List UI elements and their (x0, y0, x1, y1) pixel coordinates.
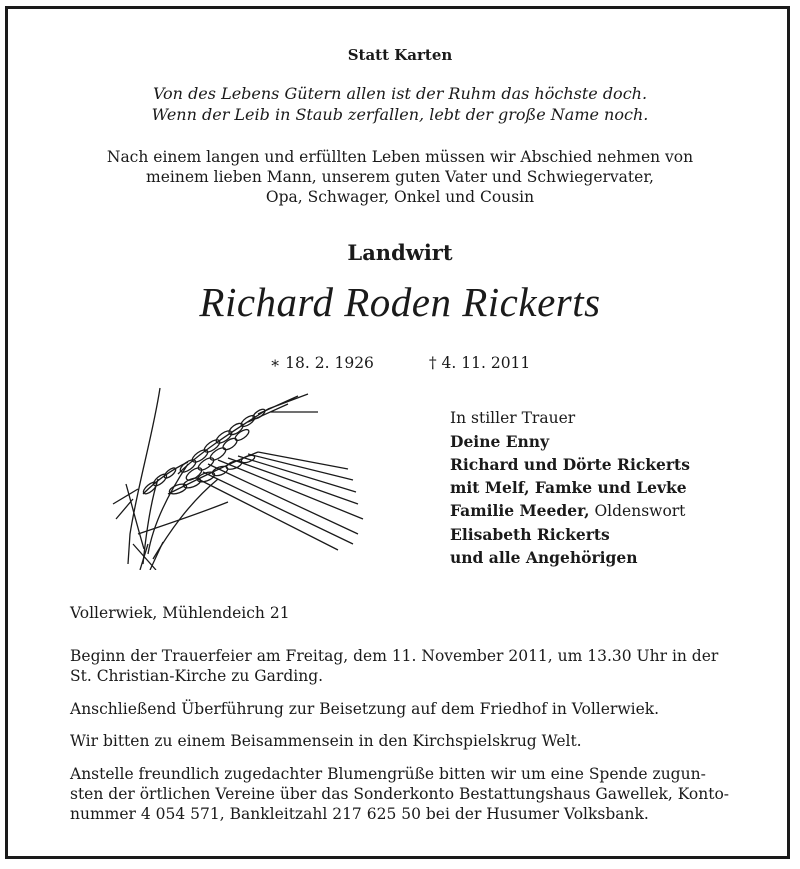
paragraph-funeral-line-2: St. Christian-Kirche zu Garding. (70, 667, 324, 685)
paragraph-donation (70, 764, 745, 824)
wheat-icon (108, 384, 368, 570)
intro-line-2: meinem lieben Mann, unserem guten Vater und Schwiegervater, (146, 168, 654, 186)
mourner-4 (450, 499, 690, 523)
occupation: Landwirt (347, 240, 453, 265)
mourner-4-place: Oldenswort (589, 502, 686, 520)
life-dates (0, 354, 800, 372)
paragraph-donation-line-2: sten der örtlichen Vereine über das Sonderkonto Bestattungshaus Gawellek, Konto- (70, 785, 730, 803)
paragraph-donation-line-1: Anstelle freundlich zugedachter Blumengrüße bitten wir um eine Spende zugun- (70, 765, 706, 783)
mourner-1: Deine Enny (450, 432, 550, 451)
paragraph-gathering: Wir bitten zu einem Beisammensein in den Kirchspielskrug Welt. (70, 732, 582, 750)
mourners-list (450, 407, 690, 569)
mourner-6: und alle Angehörigen (450, 548, 638, 567)
quote-line-2: Wenn der Leib in Staub zerfallen, lebt der große Name noch. (151, 105, 649, 124)
paragraph-funeral (70, 646, 745, 686)
paragraph-burial: Anschließend Überführung zur Beisetzung auf dem Friedhof in Vollerwiek. (70, 700, 660, 718)
mourner-5: Elisabeth Rickerts (450, 525, 610, 544)
notice-header: Statt Karten (347, 46, 453, 64)
address: Vollerwiek, Mühlendeich 21 (70, 604, 290, 622)
mourner-2: Richard und Dörte Rickerts (450, 455, 690, 474)
death-date: † 4. 11. 2011 (428, 354, 531, 372)
intro-text (0, 147, 800, 207)
deceased-name: Richard Roden Rickerts (199, 279, 601, 325)
mourner-3: mit Melf, Famke und Levke (450, 478, 687, 497)
intro-line-3: Opa, Schwager, Onkel und Cousin (265, 188, 535, 206)
quote (0, 83, 800, 125)
mourner-4-name: Familie Meeder, (450, 501, 590, 520)
paragraph-funeral-line-1: Beginn der Trauerfeier am Freitag, dem 11. November 2011, um 13.30 Uhr in der (70, 647, 719, 665)
birth-date: ∗ 18. 2. 1926 (269, 354, 374, 372)
paragraph-donation-line-3: nummer 4 054 571, Bankleitzahl 217 625 50 bei der Husumer Volksbank. (70, 805, 649, 823)
mourners-intro: In stiller Trauer (450, 409, 576, 427)
quote-line-1: Von des Lebens Gütern allen ist der Ruhm das höchste doch. (152, 84, 648, 103)
intro-line-1: Nach einem langen und erfüllten Leben müssen wir Abschied nehmen von (106, 148, 694, 166)
